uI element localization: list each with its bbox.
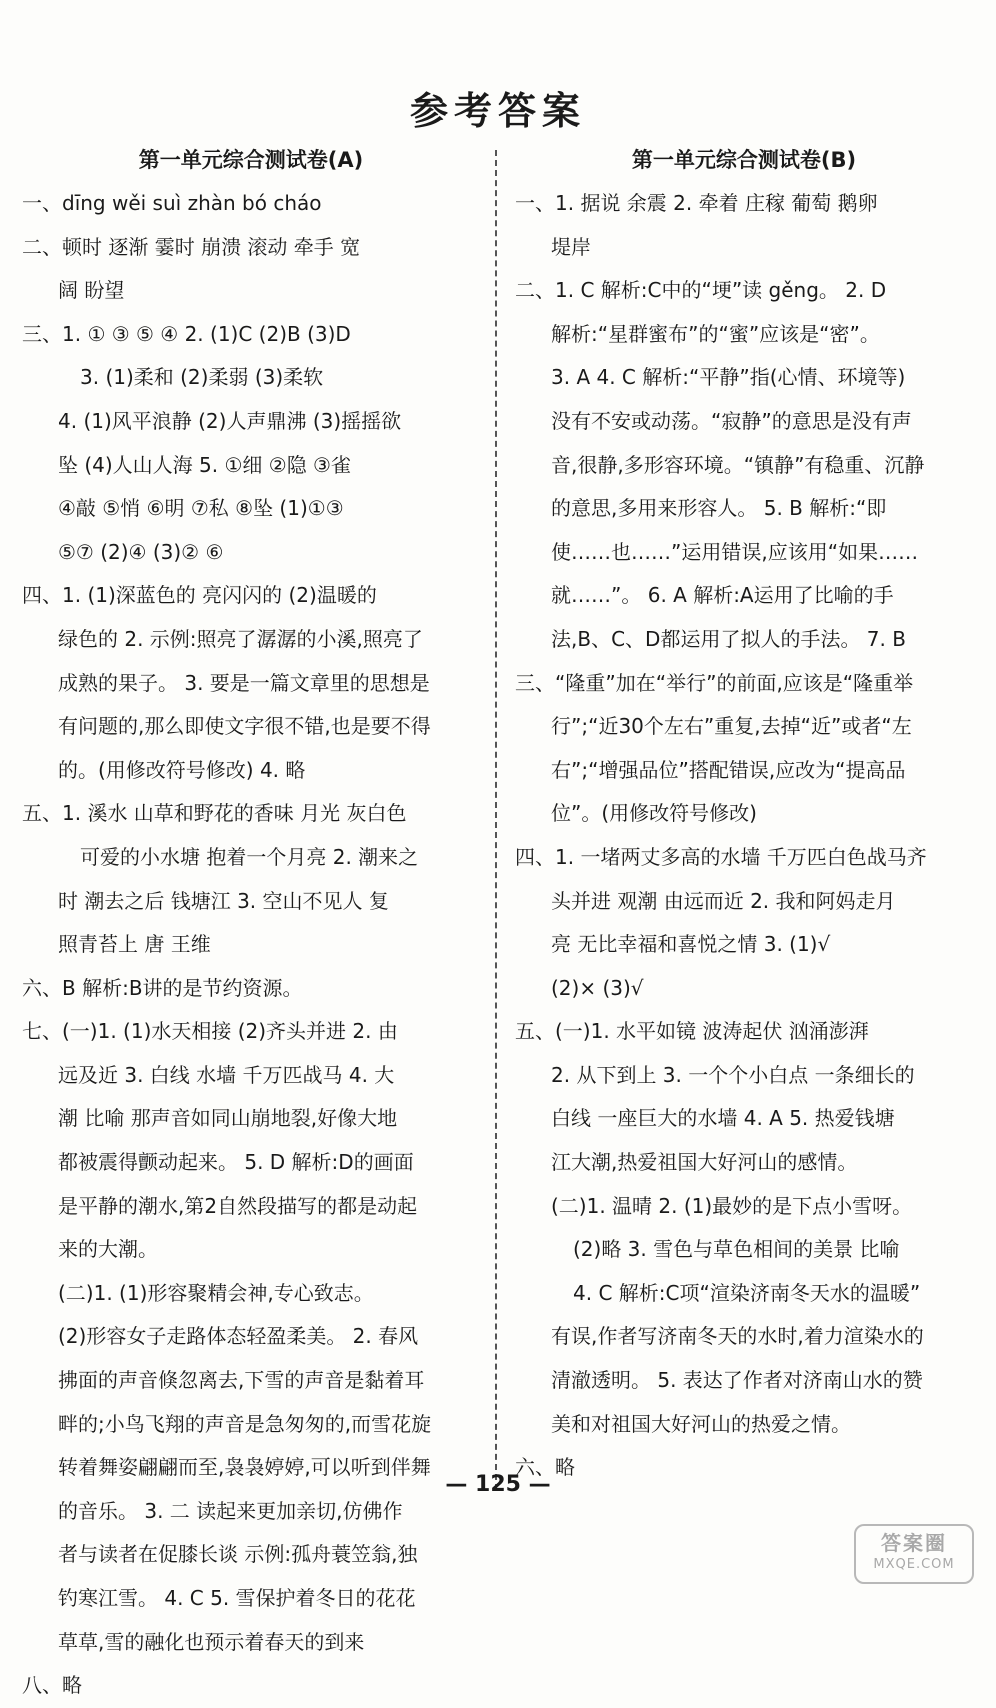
answer-line: 坠 (4)人山人海 5. ①细 ②隐 ③雀	[58, 452, 351, 477]
answer-line: 2. 从下到上 3. 一个个小白点 一条细长的	[551, 1062, 915, 1087]
answer-line: 亮 无比幸福和喜悦之情 3. (1)√	[551, 932, 831, 957]
answer-line: 有问题的,那么即使文字很不错,也是要不得	[58, 714, 431, 739]
watermark-sub-text: MXQE.COM	[873, 1557, 955, 1572]
answer-line: ④敲 ⑤悄 ⑥明 ⑦私 ⑧坠 (1)①③	[58, 496, 344, 521]
answer-line: 都被震得颤动起来。 5. D 解析:D的画面	[58, 1150, 414, 1175]
answer-line: 潮 比喻 那声音如同山崩地裂,好像大地	[58, 1106, 398, 1131]
answer-line: 草草,雪的融化也预示着春天的到来	[58, 1629, 365, 1654]
answer-line: 可爱的小水塘 抱着一个月亮 2. 潮来之	[80, 844, 419, 869]
answer-line: 七、(一)1. (1)水天相接 (2)齐头并进 2. 由	[22, 1019, 398, 1044]
answer-line: 白线 一座巨大的水墙 4. A 5. 热爱钱塘	[551, 1106, 895, 1131]
answer-line: 右”;“增强品位”搭配错误,应改为“提高品	[551, 757, 906, 782]
answer-line: 有误,作者写济南冬天的水时,着力渲染水的	[551, 1324, 924, 1349]
column-divider	[495, 150, 497, 1490]
answer-line: 4. (1)风平浪静 (2)人声鼎沸 (3)摇摇欲	[58, 408, 402, 433]
answer-line: 八、略	[22, 1673, 82, 1698]
answer-line: 一、dīng wěi suì zhàn bó cháo	[22, 191, 322, 215]
answer-line: 没有不安或动荡。“寂静”的意思是没有声	[551, 408, 912, 433]
answer-line: 音,很静,多形容环境。“镇静”有稳重、沉静	[551, 452, 925, 477]
answer-line: 的音乐。 3. 二 读起来更加亲切,仿佛作	[58, 1498, 403, 1523]
answer-line: 3. (1)柔和 (2)柔弱 (3)柔软	[80, 365, 324, 390]
answer-line: 畔的;小鸟飞翔的声音是急匆匆的,而雪花旋	[58, 1411, 432, 1436]
right-column	[515, 138, 973, 1490]
answer-line: (2)× (3)√	[551, 975, 644, 1000]
answer-line: 绿色的 2. 示例:照亮了潺潺的小溪,照亮了	[58, 626, 423, 651]
answer-line: 来的大潮。	[58, 1237, 158, 1262]
answer-line: 阔 盼望	[58, 278, 125, 303]
answer-line: 拂面的声音倏忽离去,下雪的声音是黏着耳	[58, 1368, 425, 1393]
answer-line: 二、1. C 解析:C中的“埂”读 gěng。 2. D	[515, 278, 887, 303]
answer-line: 四、1. 一堵两丈多高的水墙 千万匹白色战马齐	[515, 844, 927, 869]
answer-line: 堤岸	[551, 234, 591, 259]
answer-line: 江大潮,热爱祖国大好河山的感情。	[551, 1150, 858, 1175]
answer-line: 成熟的果子。 3. 要是一篇文章里的思想是	[58, 670, 430, 695]
answer-line: 是平静的潮水,第2自然段描写的都是动起	[58, 1193, 418, 1218]
answer-line: 位”。(用修改符号修改)	[551, 801, 757, 826]
watermark-main-text: 答案圈	[881, 1531, 947, 1555]
answer-line: 六、B 解析:B讲的是节约资源。	[22, 975, 303, 1000]
answer-line: 的意思,多用来形容人。 5. B 解析:“即	[551, 496, 887, 521]
answer-line: 六、略	[515, 1455, 575, 1480]
answer-line: 五、(一)1. 水平如镜 波涛起伏 汹涌澎湃	[515, 1019, 869, 1044]
answer-line: 使……也……”运用错误,应该用“如果……	[551, 539, 919, 564]
page-title: 参考答案	[409, 88, 586, 133]
answer-line: 时 潮去之后 钱塘江 3. 空山不见人 复	[58, 888, 389, 913]
answer-line: 清澈透明。 5. 表达了作者对济南山水的赞	[551, 1368, 923, 1393]
answer-line: (2)略 3. 雪色与草色相间的美景 比喻	[573, 1237, 900, 1262]
answer-line: (二)1. 温晴 2. (1)最妙的是下点小雪呀。	[551, 1193, 913, 1218]
answer-line: 五、1. 溪水 山草和野花的香味 月光 灰白色	[22, 801, 407, 826]
answer-line: 四、1. (1)深蓝色的 亮闪闪的 (2)温暖的	[22, 583, 377, 608]
answer-line: ⑤⑦ (2)④ (3)② ⑥	[58, 539, 224, 564]
answer-line: 就……”。 6. A 解析:A运用了比喻的手	[551, 583, 894, 608]
answer-line: 行”;“近30个左右”重复,去掉“近”或者“左	[551, 714, 912, 739]
answer-line: 法,B、C、D都运用了拟人的手法。 7. B	[551, 626, 906, 651]
answer-line: 美和对祖国大好河山的热爱之情。	[551, 1411, 851, 1436]
answer-line: 解析:“星群蜜布”的“蜜”应该是“密”。	[551, 321, 880, 346]
answer-line: (2)形容女子走路体态轻盈柔美。 2. 春风	[58, 1324, 419, 1349]
answer-line: 4. C 解析:C项“渲染济南冬天水的温暖”	[573, 1280, 921, 1305]
section-title-a: 第一单元综合测试卷(A)	[138, 148, 364, 172]
section-title-b: 第一单元综合测试卷(B)	[631, 148, 857, 172]
answer-line: 者与读者在促膝长谈 示例:孤舟蓑笠翁,独	[58, 1542, 418, 1567]
answer-line: (二)1. (1)形容聚精会神,专心致志。	[58, 1280, 374, 1305]
answer-line: 头并进 观潮 由远而近 2. 我和阿妈走月	[551, 888, 896, 913]
answer-line: 的。(用修改符号修改) 4. 略	[58, 757, 306, 782]
page-number: — 125 —	[445, 1472, 551, 1497]
answer-line: 3. A 4. C 解析:“平静”指(心情、环境等)	[551, 365, 906, 390]
answer-line: 照青苔上 唐 王维	[58, 932, 211, 957]
answer-line: 三、“隆重”加在“举行”的前面,应该是“隆重举	[515, 670, 914, 695]
answer-line: 二、顿时 逐渐 霎时 崩溃 滚动 牵手 宽	[22, 234, 361, 259]
answer-line: 钓寒江雪。 4. C 5. 雪保护着冬日的花花	[58, 1586, 416, 1610]
watermark-logo	[854, 1524, 974, 1584]
answer-line: 远及近 3. 白线 水墙 千万匹战马 4. 大	[58, 1062, 395, 1087]
answer-line: 三、1. ① ③ ⑤ ④ 2. (1)C (2)B (3)D	[22, 321, 351, 346]
answer-line: 转着舞姿翩翩而至,袅袅婷婷,可以听到伴舞	[58, 1455, 431, 1480]
answer-line: 一、1. 据说 余震 2. 牵着 庄稼 葡萄 鹅卵	[515, 191, 878, 215]
